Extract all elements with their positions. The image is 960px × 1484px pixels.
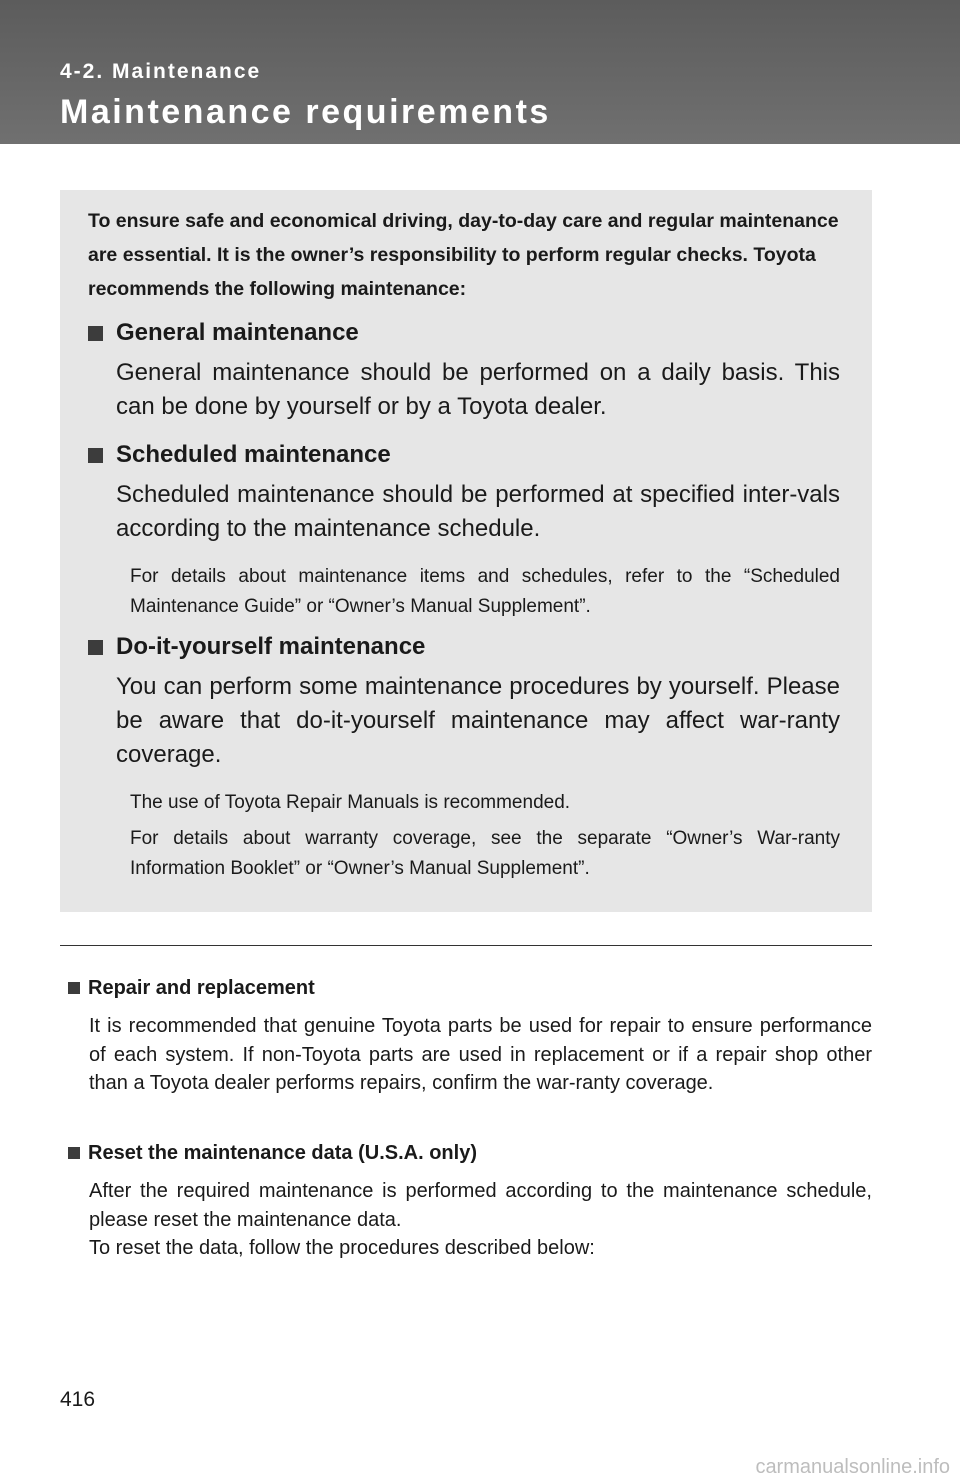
info-box [60, 190, 872, 912]
page-number: 416 [60, 1388, 96, 1411]
repair-body: It is recommended that genuine Toyota parts be used for repair to ensure performance of each system. If non-Toyota parts are used in replacement or if a repair shop other than a Toyota dealer performs repairs, confirm the war-ranty coverage. [89, 1015, 872, 1094]
section-divider [60, 945, 872, 946]
intro-text: To ensure safe and economical driving, day-to-day care and regular maintenance are essential. It is the owner’s responsibility to perform regular checks. Toyota recommends the following maintenance: [88, 210, 839, 300]
reset-heading [60, 1139, 872, 1167]
square-bullet-icon [88, 640, 103, 655]
watermark-text: carmanualsonline.info [755, 1456, 950, 1478]
diy-maintenance-body: You can perform some maintenance procedures by yourself. Please be aware that do-it-yourself maintenance may affect war-ranty coverage. [116, 673, 840, 768]
reset-body-line-2: To reset the data, follow the procedures described below: [89, 1237, 595, 1259]
diy-maintenance-heading [88, 632, 840, 662]
reset-body [89, 1177, 872, 1263]
reset-section [60, 1139, 872, 1263]
square-bullet-icon [68, 982, 80, 994]
diy-maintenance-title: Do-it-yourself maintenance [116, 633, 426, 660]
diy-maintenance-block [88, 632, 840, 884]
general-maintenance-heading [88, 318, 840, 348]
repair-title: Repair and replacement [88, 977, 315, 999]
reset-body-line-1: After the required maintenance is performed according to the maintenance schedule, please reset the maintenance data. [89, 1180, 872, 1231]
header-band [0, 0, 960, 144]
scheduled-maintenance-block [88, 440, 840, 622]
general-maintenance-body: General maintenance should be performed on a daily basis. This can be done by yourself or by a Toyota dealer. [116, 359, 840, 420]
repair-heading [60, 974, 872, 1002]
scheduled-maintenance-heading [88, 440, 840, 470]
square-bullet-icon [68, 1147, 80, 1159]
scheduled-maintenance-title: Scheduled maintenance [116, 441, 391, 468]
general-maintenance-block [88, 318, 840, 424]
reset-title: Reset the maintenance data (U.S.A. only) [88, 1142, 477, 1164]
square-bullet-icon [88, 326, 103, 341]
repair-section [60, 974, 872, 1098]
diy-note-manuals: The use of Toyota Repair Manuals is recommended. [130, 792, 571, 813]
general-maintenance-title: General maintenance [116, 319, 359, 346]
square-bullet-icon [88, 448, 103, 463]
section-label: 4-2. Maintenance [60, 60, 262, 83]
diy-note-warranty: For details about warranty coverage, see the separate “Owner’s War-ranty Information Booklet” or “Owner’s Manual Supplement”. [130, 828, 840, 879]
scheduled-maintenance-body: Scheduled maintenance should be performed at specified inter-vals according to the maintenance schedule. [116, 481, 840, 542]
scheduled-maintenance-note: For details about maintenance items and schedules, refer to the “Scheduled Maintenance Guide” or “Owner’s Manual Supplement”. [130, 566, 840, 617]
page-title: Maintenance requirements [60, 93, 551, 131]
